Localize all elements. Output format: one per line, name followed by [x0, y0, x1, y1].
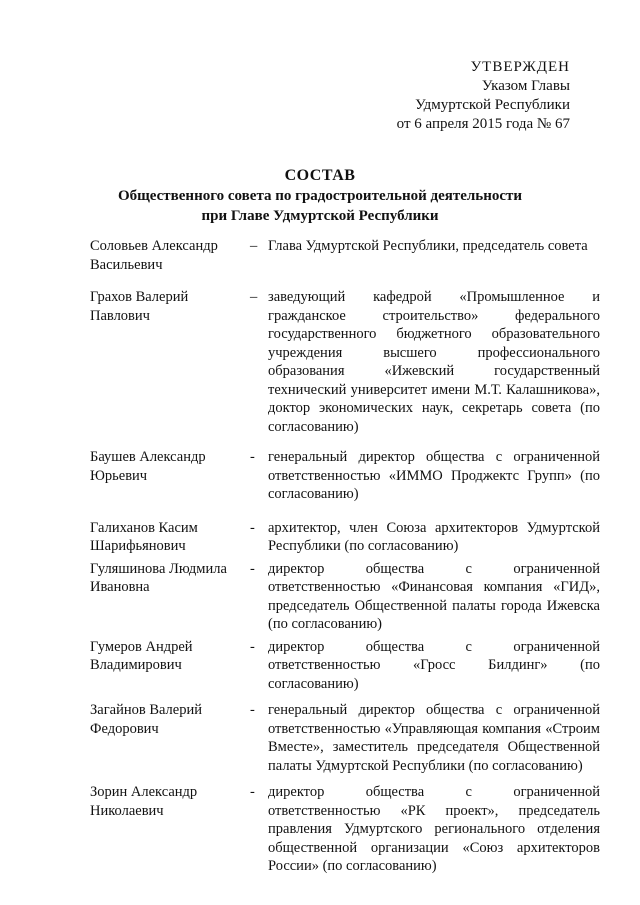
member-dash: – — [250, 238, 258, 254]
member-surname-name: Соловьев Александр — [90, 238, 218, 254]
member-dash: - — [250, 702, 255, 718]
member-patronymic: Юрьевич — [90, 467, 148, 484]
title-line-1: СОСТАВ — [284, 167, 356, 184]
member-role: Глава Удмуртской Республики, председатель совета — [268, 238, 588, 254]
member-name — [90, 237, 250, 274]
approval-line-1: Указом Главы — [481, 78, 570, 94]
member-name — [90, 783, 250, 876]
member-dash: – — [250, 289, 258, 305]
member-patronymic: Васильевич — [90, 256, 163, 273]
member-dash: - — [250, 638, 255, 655]
member-surname-name: Грахов Валерий — [90, 289, 189, 305]
member-row — [90, 783, 600, 876]
member-surname-name: Баушев Александр — [90, 449, 206, 465]
member-name — [90, 638, 250, 694]
member-role: архитектор, член Союза архитекторов Удмуртской Республики (по согласованию) — [268, 519, 600, 554]
title-line-3: при Главе Удмуртской Республики — [201, 208, 439, 224]
member-surname-name: Зорин Александр — [90, 784, 198, 800]
member-dash: - — [250, 449, 255, 465]
member-row — [90, 448, 600, 504]
member-role: генеральный директор общества с ограниченной ответственностью «Управляющая компания «Строим Вместе», заместитель председателя Общественной палаты Удмуртской Республики (по согласованию) — [268, 702, 600, 774]
member-row — [90, 237, 600, 274]
member-patronymic: Шарифьянович — [90, 538, 186, 554]
member-dash: - — [250, 560, 255, 577]
member-name — [90, 519, 250, 556]
member-surname-name: Гумеров Андрей — [90, 638, 193, 655]
title-line-2: Общественного совета по градостроительной деятельности — [117, 188, 523, 204]
member-patronymic: Владимирович — [90, 657, 182, 673]
member-name — [90, 288, 250, 436]
member-dash: - — [250, 784, 255, 800]
member-role: генеральный директор общества с ограниченной ответственностью «ИММО Проджектс Групп» (по согласованию) — [268, 449, 600, 502]
member-role: директор общества с ограниченной ответственностью «РК проект», председатель правления Удмуртского регионального отделения общественной организации «Союз архитекторов России» (по согласованию) — [268, 784, 600, 874]
member-patronymic: Ивановна — [90, 579, 150, 595]
member-row — [90, 638, 600, 694]
member-surname-name: Гуляшинова Людмила — [90, 560, 227, 577]
member-dash: - — [250, 519, 255, 536]
member-patronymic: Николаевич — [90, 802, 164, 819]
member-name — [90, 448, 250, 504]
approval-heading: УТВЕРЖДЕН — [470, 59, 570, 75]
member-row — [90, 288, 600, 436]
member-name — [90, 560, 250, 634]
member-role: заведующий кафедрой «Промышленное и гражданское строительство» федерального государственного бюджетного образовательного учреждения высшего профессионального образования «Ижевский государственный технический университет имени М.Т. Калашникова», доктор экономических наук, секретарь совета (по согласованию) — [268, 289, 600, 435]
approval-line-3: от 6 апреля 2015 года № 67 — [396, 116, 570, 132]
member-role: директор общества с ограниченной ответственностью «Финансовая компания «ГИД», председатель Общественной палаты города Ижевска (по согласованию) — [268, 560, 600, 632]
member-patronymic: Павлович — [90, 307, 150, 324]
member-role: директор общества с ограниченной ответственностью «Гросс Билдинг» (по согласованию) — [268, 638, 600, 692]
member-patronymic: Федорович — [90, 720, 159, 737]
members-list — [90, 237, 600, 876]
member-surname-name: Загайнов Валерий — [90, 702, 202, 718]
document-title — [0, 166, 640, 226]
member-row — [90, 519, 600, 556]
approval-line-2: Удмуртской Республики — [415, 97, 570, 113]
approval-stamp — [397, 58, 570, 134]
member-row — [90, 701, 600, 775]
member-name — [90, 701, 250, 775]
member-surname-name: Галиханов Касим — [90, 519, 198, 536]
member-row — [90, 560, 600, 634]
